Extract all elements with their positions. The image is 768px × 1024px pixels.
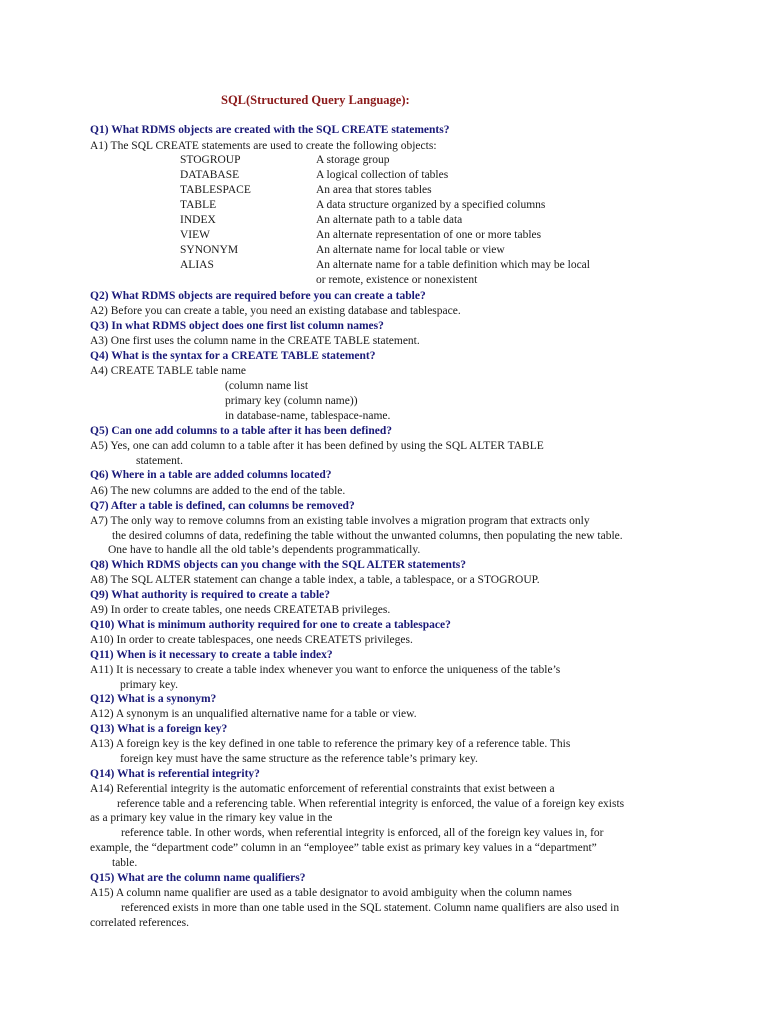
answer-1: A1) The SQL CREATE statements are used to create the following objects: bbox=[90, 140, 437, 152]
object-desc: A logical collection of tables bbox=[316, 169, 449, 181]
answer-10: A10) In order to create tablespaces, one needs CREATETS privileges. bbox=[90, 634, 413, 646]
object-name: TABLE bbox=[180, 199, 217, 211]
object-name: VIEW bbox=[180, 229, 211, 241]
object-desc: A data structure organized by a specified columns bbox=[316, 199, 546, 211]
answer-15-line: referenced exists in more than one table used in the SQL statement. Column name qualifiers are also used in bbox=[121, 902, 620, 914]
question-8: Q8) Which RDMS objects can you change with the SQL ALTER statements? bbox=[90, 559, 467, 571]
answer-15-line: correlated references. bbox=[90, 917, 189, 929]
object-desc: An alternate name for a table definition which may be local bbox=[316, 259, 590, 271]
object-desc: A storage group bbox=[316, 154, 390, 166]
object-name: STOGROUP bbox=[180, 154, 241, 166]
answer-2: A2) Before you can create a table, you need an existing database and tablespace. bbox=[90, 305, 461, 317]
answer-14-line: example, the “department code” column in an “employee” table exist as primary key values in a “department” bbox=[90, 842, 597, 854]
question-15: Q15) What are the column name qualifiers? bbox=[90, 872, 306, 884]
object-name: ALIAS bbox=[180, 259, 214, 271]
answer-14-line: table. bbox=[112, 857, 138, 869]
answer-4-line: primary key (column name)) bbox=[225, 395, 358, 407]
question-12: Q12) What is a synonym? bbox=[90, 693, 217, 705]
object-name: SYNONYM bbox=[180, 244, 239, 256]
answer-8: A8) The SQL ALTER statement can change a table index, a table, a tablespace, or a STOGROUP. bbox=[90, 574, 540, 586]
answer-14: A14) Referential integrity is the automatic enforcement of referential constraints that exist between a bbox=[90, 783, 555, 795]
object-desc: An alternate path to a table data bbox=[316, 214, 463, 226]
question-10: Q10) What is minimum authority required for one to create a tablespace? bbox=[90, 619, 451, 631]
object-desc: An area that stores tables bbox=[316, 184, 432, 196]
object-name: TABLESPACE bbox=[180, 184, 251, 196]
question-2: Q2) What RDMS objects are required before you can create a table? bbox=[90, 290, 426, 302]
answer-15: A15) A column name qualifier are used as a table designator to avoid ambiguity when the column names bbox=[90, 887, 572, 899]
object-name: INDEX bbox=[180, 214, 216, 226]
answer-6: A6) The new columns are added to the end of the table. bbox=[90, 485, 346, 497]
object-desc-continued: or remote, existence or nonexistent bbox=[316, 274, 478, 286]
question-14: Q14) What is referential integrity? bbox=[90, 768, 260, 780]
question-6: Q6) Where in a table are added columns located? bbox=[90, 469, 332, 481]
answer-13-continued: foreign key must have the same structure as the reference table’s primary key. bbox=[120, 753, 478, 765]
answer-14-line: reference table and a referencing table. When referential integrity is enforced, the value of a foreign key exists bbox=[117, 798, 625, 810]
answer-7-continued: One have to handle all the old table’s dependents programmatically. bbox=[108, 544, 421, 556]
question-13: Q13) What is a foreign key? bbox=[90, 723, 228, 735]
question-5: Q5) Can one add columns to a table after it has been defined? bbox=[90, 425, 392, 437]
answer-9: A9) In order to create tables, one needs CREATETAB privileges. bbox=[90, 604, 391, 616]
answer-11-continued: primary key. bbox=[120, 679, 179, 691]
answer-4-line: in database-name, tablespace-name. bbox=[225, 410, 391, 422]
question-3: Q3) In what RDMS object does one first list column names? bbox=[90, 320, 384, 332]
question-7: Q7) After a table is defined, can columns be removed? bbox=[90, 500, 355, 512]
answer-5: A5) Yes, one can add column to a table after it has been defined by using the SQL ALTER TABLE bbox=[90, 440, 544, 452]
answer-7: A7) The only way to remove columns from an existing table involves a migration program that extracts only bbox=[90, 515, 590, 527]
question-4: Q4) What is the syntax for a CREATE TABLE statement? bbox=[90, 350, 376, 362]
object-name: DATABASE bbox=[180, 169, 240, 181]
question-9: Q9) What authority is required to create a table? bbox=[90, 589, 330, 601]
answer-4-line: (column name list bbox=[225, 380, 309, 392]
answer-13: A13) A foreign key is the key defined in one table to reference the primary key of a reference table. This bbox=[90, 738, 571, 750]
question-11: Q11) When is it necessary to create a table index? bbox=[90, 649, 333, 661]
answer-14-line: as a primary key value in the rimary key value in the bbox=[90, 812, 333, 824]
answer-12: A12) A synonym is an unqualified alternative name for a table or view. bbox=[90, 708, 417, 720]
object-desc: An alternate representation of one or more tables bbox=[316, 229, 542, 241]
question-1: Q1) What RDMS objects are created with the SQL CREATE statements? bbox=[90, 124, 450, 136]
answer-14-line: reference table. In other words, when referential integrity is enforced, all of the foreign key values in, for bbox=[121, 827, 604, 839]
answer-11: A11) It is necessary to create a table index whenever you want to enforce the uniqueness of the table’s bbox=[90, 664, 561, 676]
answer-5-continued: statement. bbox=[136, 455, 183, 467]
document-title: SQL(Structured Query Language): bbox=[221, 93, 410, 107]
object-desc: An alternate name for local table or view bbox=[316, 244, 505, 256]
answer-4: A4) CREATE TABLE table name bbox=[90, 365, 247, 377]
answer-7-continued: the desired columns of data, redefining the table without the unwanted columns, then populating the new table. bbox=[112, 530, 623, 542]
answer-3: A3) One first uses the column name in the CREATE TABLE statement. bbox=[90, 335, 420, 347]
